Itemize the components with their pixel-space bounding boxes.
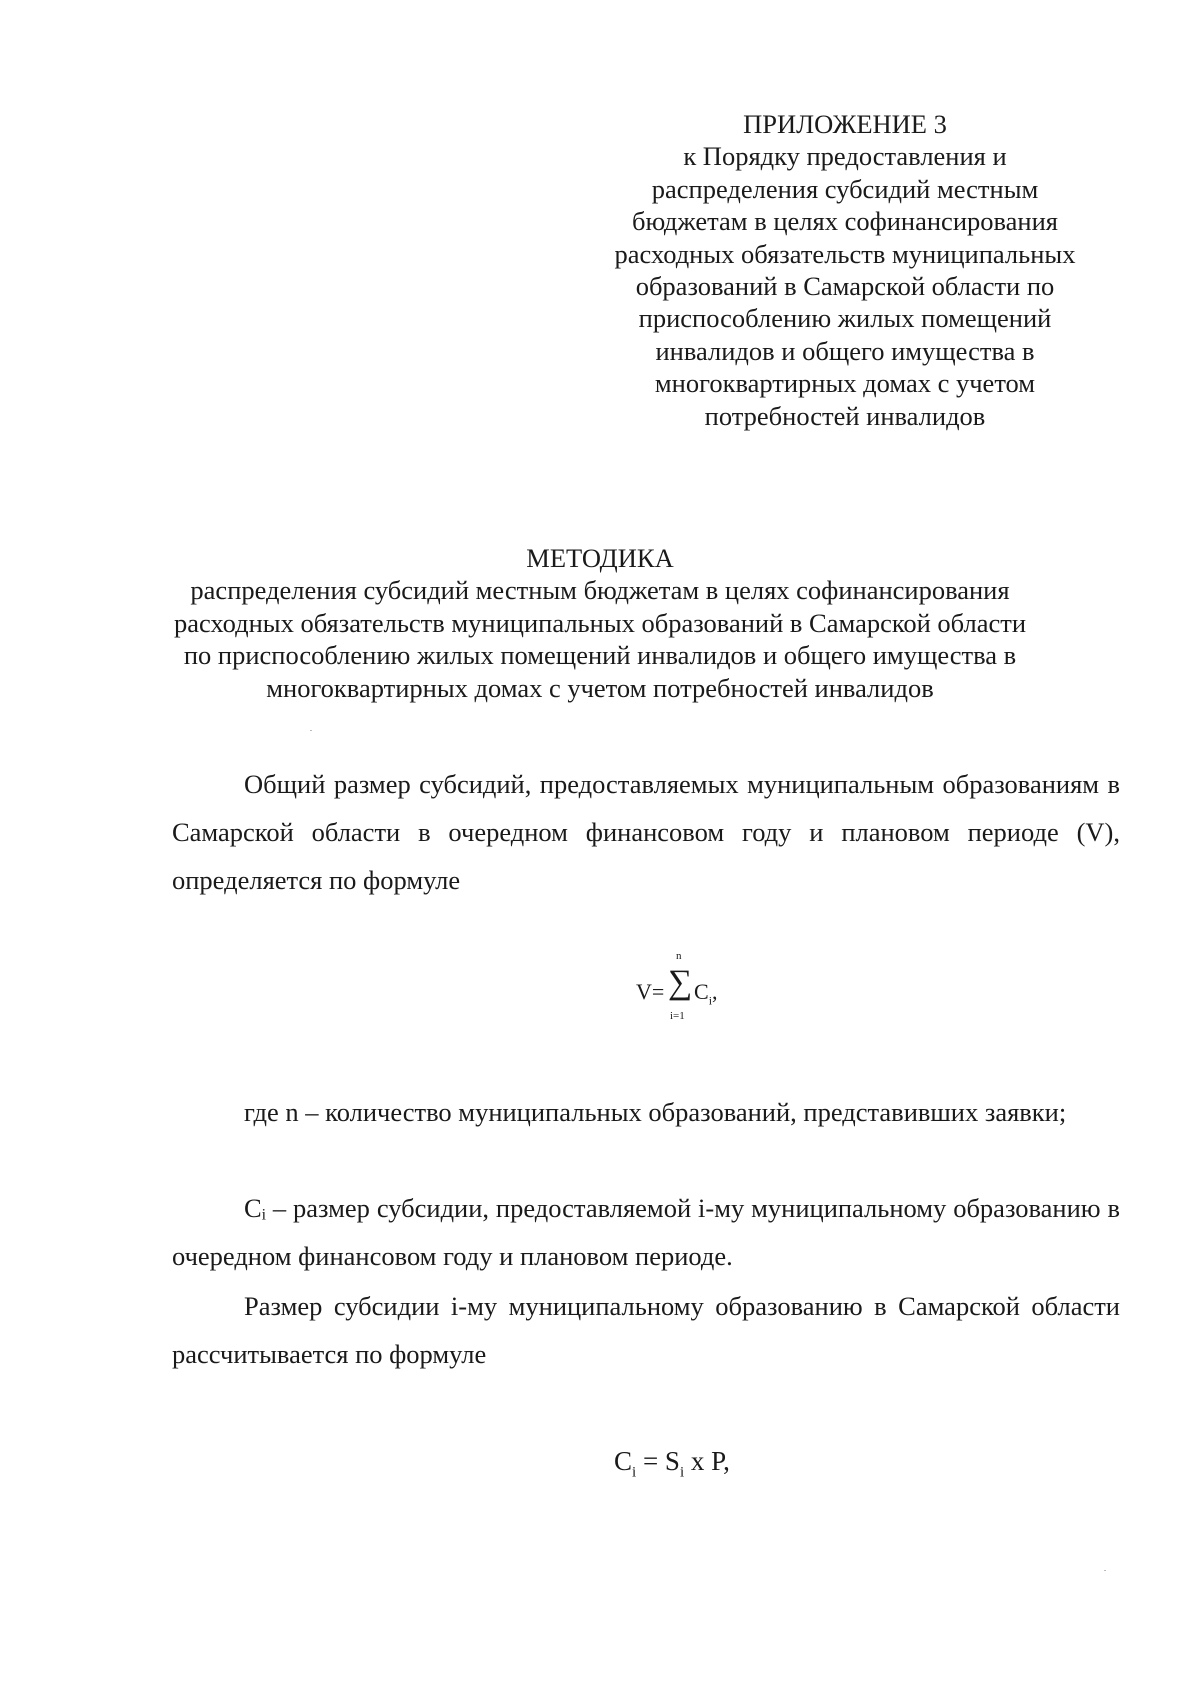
methodology-subtitle-line: расходных обязательств муниципальных образований в Самарской области (173, 607, 1027, 638)
scan-speck (310, 730, 312, 731)
methodology-subtitle-line: распределения субсидий местным бюджетам в целях софинансирования (190, 575, 1010, 606)
appendix-line: инвалидов и общего имущества в (655, 335, 1035, 366)
methodology-heading (140, 542, 1060, 704)
methodology-title: МЕТОДИКА (526, 543, 674, 573)
paragraph-total-subsidy: Общий размер субсидий, предоставляемых муниципальным образованиям в Самарской области в очередном финансовом году и плановом периоде (V), определяется по формуле (172, 769, 1120, 895)
sigma-upper-limit: n (676, 950, 682, 962)
methodology-subtitle-line: по приспособлению жилых помещений инвалидов и общего имущества в (183, 640, 1017, 671)
appendix-line: распределения субсидий местным (651, 173, 1039, 204)
appendix-line: расходных обязательств муниципальных (614, 238, 1076, 269)
paragraph-ci-definition: Cᵢ – размер субсидии, предоставляемой i-му муниципальному образованию в очередном финансовом году и плановом периоде. (172, 1193, 1120, 1271)
appendix-line: приспособлению жилых помещений (638, 303, 1052, 334)
appendix-header (600, 108, 1090, 432)
appendix-line: образований в Самарской области по (635, 271, 1055, 302)
paragraph-subsidy-calc: Размер субсидии i-му муниципальному образованию в Самарской области рассчитывается по формуле (172, 1291, 1120, 1369)
paragraph-n-definition: где n – количество муниципальных образований, представивших заявки; (244, 1097, 1067, 1127)
appendix-line: бюджетам в целях софинансирования (632, 206, 1058, 237)
formula-term: $C_i$, (694, 979, 718, 1008)
scan-speck (1104, 1570, 1106, 1571)
sum-formula (636, 950, 746, 1042)
sigma-symbol: ∑ (668, 964, 693, 1001)
sigma-lower-limit: i=1 (670, 1010, 685, 1022)
subsidy-formula: $C_i = S_i$ x P, (614, 1446, 730, 1481)
formula-lhs: V= (636, 979, 665, 1004)
methodology-subtitle-line: многоквартирных домах с учетом потребностей инвалидов (266, 672, 934, 703)
appendix-line: потребностей инвалидов (704, 400, 986, 431)
appendix-line: многоквартирных домах с учетом (654, 368, 1036, 399)
appendix-title: ПРИЛОЖЕНИЕ 3 (743, 109, 947, 139)
appendix-line: к Порядку предоставления и (683, 141, 1007, 172)
